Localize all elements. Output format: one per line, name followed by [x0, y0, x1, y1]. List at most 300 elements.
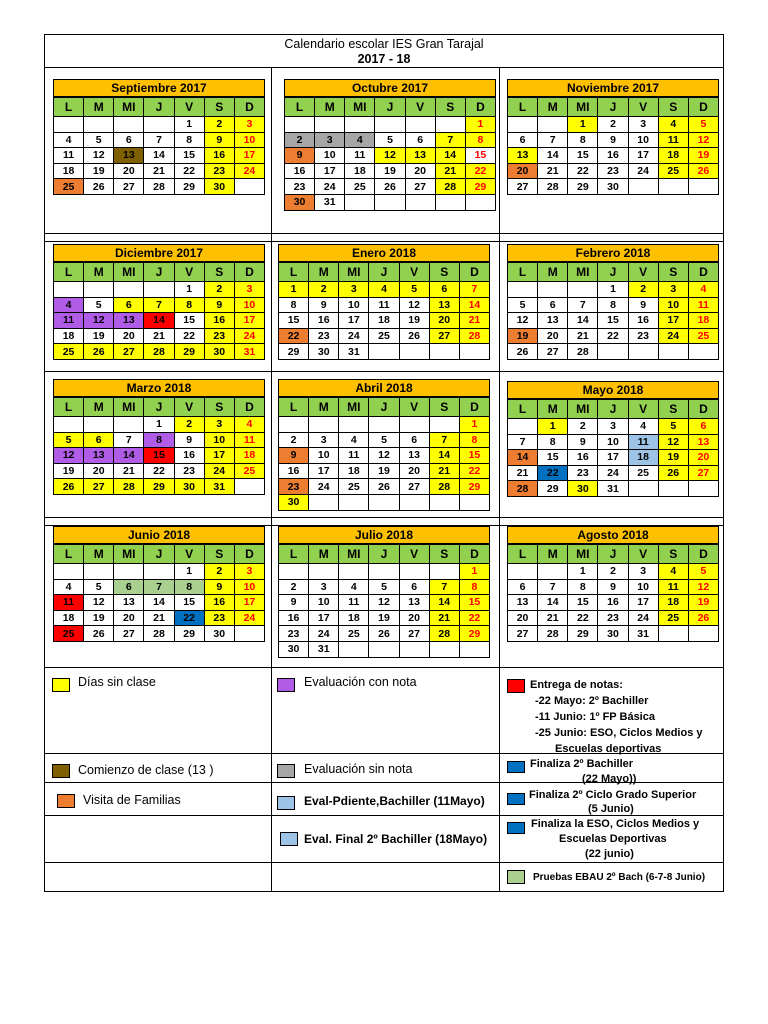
- empty-cell: [345, 117, 375, 133]
- empty-cell: [508, 117, 538, 133]
- month-grid: [278, 262, 490, 360]
- day-cell: 28: [144, 344, 174, 360]
- weekday-header: MI: [568, 98, 598, 117]
- day-cell: 13: [114, 595, 144, 611]
- grid-line: [499, 67, 500, 892]
- month-grid: [278, 544, 490, 658]
- day-cell: 23: [628, 328, 658, 344]
- day-cell: 26: [84, 626, 114, 642]
- day-cell: 26: [399, 328, 429, 344]
- day-cell: 22: [144, 463, 174, 479]
- empty-cell: [369, 417, 399, 433]
- day-cell: 25: [54, 344, 84, 360]
- day-cell: 13: [429, 297, 459, 313]
- month-header: Agosto 2018: [507, 526, 719, 544]
- day-cell: 22: [174, 163, 204, 179]
- legend-swatch-finish-eso: [507, 822, 525, 834]
- day-cell: 29: [568, 626, 598, 642]
- day-cell: 15: [459, 595, 489, 611]
- legend-swatch-ebau: [507, 870, 525, 884]
- day-cell: 4: [369, 282, 399, 298]
- day-cell: 22: [538, 465, 568, 481]
- day-cell: 23: [174, 463, 204, 479]
- day-cell: 6: [508, 579, 538, 595]
- empty-cell: [538, 282, 568, 298]
- empty-cell: [114, 564, 144, 580]
- legend-finish-eso-line-1: Finaliza la ESO, Ciclos Medios y: [531, 818, 700, 830]
- day-cell: 30: [309, 344, 339, 360]
- day-cell: 9: [598, 579, 628, 595]
- month-october-2017: [284, 79, 496, 211]
- month-september-2017: [53, 79, 265, 195]
- legend-swatch-eval-pending: [277, 796, 295, 810]
- day-cell: 7: [435, 132, 465, 148]
- weekday-header: V: [628, 263, 658, 282]
- weekday-header: S: [429, 398, 459, 417]
- day-cell: 28: [144, 626, 174, 642]
- legend-swatch-eval-grade: [277, 678, 295, 692]
- day-cell: 22: [174, 328, 204, 344]
- legend-finish-eso-line-3: (22 junio): [585, 848, 634, 860]
- month-header: Noviembre 2017: [507, 79, 719, 97]
- day-cell: 10: [339, 297, 369, 313]
- day-cell: 4: [54, 297, 84, 313]
- weekday-header: M: [84, 545, 114, 564]
- day-cell: 13: [508, 595, 538, 611]
- day-cell: 4: [339, 579, 369, 595]
- day-cell: 27: [114, 179, 144, 195]
- empty-cell: [285, 117, 315, 133]
- empty-cell: [375, 194, 405, 210]
- day-cell: 14: [459, 297, 489, 313]
- day-cell: 25: [628, 465, 658, 481]
- day-cell: 23: [309, 328, 339, 344]
- weekday-header: J: [144, 263, 174, 282]
- weekday-header: L: [285, 98, 315, 117]
- empty-cell: [114, 282, 144, 298]
- day-cell: 18: [54, 163, 84, 179]
- legend-finish-eso-line-2: Escuelas Deportivas: [559, 833, 667, 845]
- day-cell: 21: [459, 313, 489, 329]
- day-cell: 10: [309, 595, 339, 611]
- day-cell: 18: [658, 148, 688, 164]
- weekday-header: D: [688, 98, 718, 117]
- day-cell: 15: [144, 448, 174, 464]
- empty-cell: [688, 626, 718, 642]
- weekday-header: J: [598, 263, 628, 282]
- day-cell: 31: [598, 481, 628, 497]
- day-cell: 6: [429, 282, 459, 298]
- day-cell: 9: [204, 579, 234, 595]
- legend-swatch-eval-final: [280, 832, 298, 846]
- empty-cell: [405, 194, 435, 210]
- weekday-header: S: [658, 545, 688, 564]
- day-cell: 30: [204, 626, 234, 642]
- weekday-header: D: [688, 263, 718, 282]
- empty-cell: [234, 479, 264, 495]
- empty-cell: [658, 179, 688, 195]
- day-cell: 2: [309, 282, 339, 298]
- month-header: Diciembre 2017: [53, 244, 265, 262]
- day-cell: 13: [688, 434, 718, 450]
- day-cell: 12: [688, 132, 718, 148]
- weekday-header: V: [174, 98, 204, 117]
- day-cell: 3: [315, 132, 345, 148]
- day-cell: 28: [538, 626, 568, 642]
- day-cell: 19: [375, 163, 405, 179]
- day-cell: 31: [309, 641, 339, 657]
- day-cell: 8: [459, 579, 489, 595]
- day-cell: 25: [339, 479, 369, 495]
- day-cell: 15: [538, 450, 568, 466]
- legend-finish-cycle-line-2: (5 Junio): [588, 803, 634, 815]
- day-cell: 17: [628, 148, 658, 164]
- weekday-header: D: [459, 398, 489, 417]
- day-cell: 7: [144, 297, 174, 313]
- day-cell: 6: [114, 579, 144, 595]
- day-cell: 4: [234, 417, 264, 433]
- day-cell: 25: [345, 179, 375, 195]
- weekday-header: J: [369, 398, 399, 417]
- day-cell: 27: [508, 626, 538, 642]
- day-cell: 3: [234, 117, 264, 133]
- day-cell: 26: [369, 479, 399, 495]
- day-cell: 8: [538, 434, 568, 450]
- day-cell: 27: [114, 344, 144, 360]
- day-cell: 22: [279, 328, 309, 344]
- day-cell: 29: [174, 344, 204, 360]
- legend-swatch-class-start: [52, 764, 70, 778]
- day-cell: 12: [84, 148, 114, 164]
- month-header: Febrero 2018: [507, 244, 719, 262]
- day-cell: 26: [688, 163, 718, 179]
- weekday-header: MI: [114, 545, 144, 564]
- day-cell: 14: [144, 148, 174, 164]
- day-cell: 17: [598, 450, 628, 466]
- day-cell: 23: [279, 626, 309, 642]
- day-cell: 19: [658, 450, 688, 466]
- day-cell: 19: [508, 328, 538, 344]
- empty-cell: [435, 194, 465, 210]
- weekday-header: S: [429, 545, 459, 564]
- empty-cell: [54, 117, 84, 133]
- month-header: Marzo 2018: [53, 379, 265, 397]
- calendar-title: [45, 37, 723, 67]
- day-cell: 7: [459, 282, 489, 298]
- day-cell: 30: [279, 494, 309, 510]
- day-cell: 16: [628, 313, 658, 329]
- day-cell: 2: [568, 419, 598, 435]
- day-cell: 15: [568, 595, 598, 611]
- empty-cell: [628, 481, 658, 497]
- weekday-header: V: [399, 398, 429, 417]
- day-cell: 30: [204, 344, 234, 360]
- day-cell: 11: [234, 432, 264, 448]
- day-cell: 21: [435, 163, 465, 179]
- weekday-header: S: [658, 98, 688, 117]
- day-cell: 15: [174, 148, 204, 164]
- day-cell: 5: [369, 432, 399, 448]
- day-cell: 26: [658, 465, 688, 481]
- month-july-2018: [278, 526, 490, 658]
- day-cell: 1: [174, 117, 204, 133]
- grid-line: [271, 67, 272, 892]
- day-cell: 25: [658, 163, 688, 179]
- weekday-header: MI: [339, 263, 369, 282]
- grid-line: [45, 517, 723, 518]
- day-cell: 24: [628, 610, 658, 626]
- day-cell: 3: [628, 564, 658, 580]
- day-cell: 25: [54, 179, 84, 195]
- empty-cell: [345, 194, 375, 210]
- day-cell: 17: [315, 163, 345, 179]
- legend-ebau-label: Pruebas EBAU 2º Bach (6-7-8 Junio): [533, 872, 706, 883]
- weekday-header: M: [309, 263, 339, 282]
- day-cell: 10: [628, 132, 658, 148]
- legend-grades-line-3: -25 Junio: ESO, Ciclos Medios y: [535, 727, 703, 739]
- empty-cell: [429, 564, 459, 580]
- day-cell: 2: [204, 117, 234, 133]
- day-cell: 4: [345, 132, 375, 148]
- day-cell: 11: [658, 579, 688, 595]
- day-cell: 16: [279, 610, 309, 626]
- day-cell: 15: [174, 313, 204, 329]
- weekday-header: L: [54, 98, 84, 117]
- day-cell: 18: [54, 328, 84, 344]
- day-cell: 16: [598, 595, 628, 611]
- day-cell: 10: [234, 297, 264, 313]
- empty-cell: [315, 117, 345, 133]
- day-cell: 22: [459, 610, 489, 626]
- weekday-header: M: [538, 98, 568, 117]
- day-cell: 15: [598, 313, 628, 329]
- day-cell: 12: [399, 297, 429, 313]
- day-cell: 29: [174, 179, 204, 195]
- weekday-header: D: [459, 545, 489, 564]
- day-cell: 30: [279, 641, 309, 657]
- day-cell: 14: [429, 448, 459, 464]
- day-cell: 23: [598, 610, 628, 626]
- day-cell: 20: [405, 163, 435, 179]
- day-cell: 19: [688, 148, 718, 164]
- day-cell: 21: [144, 328, 174, 344]
- day-cell: 22: [568, 610, 598, 626]
- day-cell: 18: [628, 450, 658, 466]
- empty-cell: [658, 626, 688, 642]
- day-cell: 1: [598, 282, 628, 298]
- empty-cell: [429, 641, 459, 657]
- day-cell: 5: [688, 117, 718, 133]
- day-cell: 4: [658, 117, 688, 133]
- day-cell: 29: [144, 479, 174, 495]
- legend-grades-line-2: -11 Junio: 1º FP Básica: [535, 711, 655, 723]
- legend-grades-line-4: Escuelas deportivas: [555, 743, 662, 755]
- day-cell: 26: [375, 179, 405, 195]
- day-cell: 21: [144, 163, 174, 179]
- day-cell: 11: [339, 448, 369, 464]
- day-cell: 1: [144, 417, 174, 433]
- title-line-1: Calendario escolar IES Gran Tarajal: [284, 37, 484, 51]
- day-cell: 7: [144, 132, 174, 148]
- day-cell: 6: [114, 297, 144, 313]
- empty-cell: [658, 481, 688, 497]
- empty-cell: [508, 564, 538, 580]
- month-grid: [278, 397, 490, 511]
- day-cell: 26: [54, 479, 84, 495]
- weekday-header: MI: [114, 263, 144, 282]
- day-cell: 15: [459, 448, 489, 464]
- month-grid: [53, 544, 265, 642]
- day-cell: 25: [688, 328, 718, 344]
- day-cell: 29: [459, 479, 489, 495]
- day-cell: 21: [538, 163, 568, 179]
- weekday-header: L: [508, 98, 538, 117]
- day-cell: 14: [144, 313, 174, 329]
- month-header: Enero 2018: [278, 244, 490, 262]
- day-cell: 8: [174, 579, 204, 595]
- legend-family-visit-label: Visita de Familias: [83, 793, 181, 807]
- empty-cell: [598, 344, 628, 360]
- day-cell: 7: [144, 579, 174, 595]
- day-cell: 16: [285, 163, 315, 179]
- month-grid: [284, 97, 496, 211]
- day-cell: 20: [538, 328, 568, 344]
- weekday-header: L: [279, 398, 309, 417]
- weekday-header: V: [174, 263, 204, 282]
- day-cell: 10: [234, 132, 264, 148]
- day-cell: 14: [568, 313, 598, 329]
- day-cell: 6: [538, 297, 568, 313]
- legend-grades-title: Entrega de notas:: [530, 679, 623, 691]
- day-cell: 1: [568, 117, 598, 133]
- weekday-header: MI: [345, 98, 375, 117]
- day-cell: 12: [54, 448, 84, 464]
- legend-swatch-finish-cycle: [507, 793, 525, 805]
- day-cell: 5: [84, 132, 114, 148]
- weekday-header: MI: [114, 98, 144, 117]
- legend-swatch-no-class: [52, 678, 70, 692]
- day-cell: 10: [658, 297, 688, 313]
- day-cell: 16: [279, 463, 309, 479]
- empty-cell: [628, 344, 658, 360]
- day-cell: 16: [598, 148, 628, 164]
- day-cell: 8: [568, 132, 598, 148]
- empty-cell: [375, 117, 405, 133]
- day-cell: 3: [309, 432, 339, 448]
- day-cell: 23: [598, 163, 628, 179]
- day-cell: 6: [688, 419, 718, 435]
- month-header: Abril 2018: [278, 379, 490, 397]
- day-cell: 27: [114, 626, 144, 642]
- day-cell: 22: [568, 163, 598, 179]
- month-february-2018: [507, 244, 719, 360]
- empty-cell: [688, 344, 718, 360]
- day-cell: 17: [658, 313, 688, 329]
- day-cell: 16: [204, 148, 234, 164]
- day-cell: 28: [568, 344, 598, 360]
- month-january-2018: [278, 244, 490, 360]
- day-cell: 3: [234, 282, 264, 298]
- weekday-header: D: [688, 545, 718, 564]
- day-cell: 27: [429, 328, 459, 344]
- day-cell: 17: [234, 148, 264, 164]
- legend-finish-bach-line-1: Finaliza 2º Bachiller: [530, 758, 634, 770]
- day-cell: 11: [54, 313, 84, 329]
- day-cell: 10: [315, 148, 345, 164]
- empty-cell: [339, 564, 369, 580]
- month-grid: [507, 97, 719, 195]
- day-cell: 27: [84, 479, 114, 495]
- empty-cell: [369, 344, 399, 360]
- day-cell: 6: [399, 579, 429, 595]
- day-cell: 8: [598, 297, 628, 313]
- weekday-header: V: [628, 98, 658, 117]
- empty-cell: [459, 494, 489, 510]
- empty-cell: [114, 417, 144, 433]
- weekday-header: J: [144, 398, 174, 417]
- day-cell: 30: [598, 179, 628, 195]
- day-cell: 26: [688, 610, 718, 626]
- day-cell: 18: [345, 163, 375, 179]
- month-march-2018: [53, 379, 265, 495]
- day-cell: 18: [369, 313, 399, 329]
- day-cell: 5: [54, 432, 84, 448]
- day-cell: 5: [369, 579, 399, 595]
- weekday-header: V: [628, 545, 658, 564]
- day-cell: 28: [114, 479, 144, 495]
- empty-cell: [508, 282, 538, 298]
- empty-cell: [568, 282, 598, 298]
- month-november-2017: [507, 79, 719, 195]
- day-cell: 6: [399, 432, 429, 448]
- grid-line: [45, 241, 723, 242]
- empty-cell: [84, 564, 114, 580]
- day-cell: 20: [114, 610, 144, 626]
- day-cell: 31: [204, 479, 234, 495]
- day-cell: 11: [369, 297, 399, 313]
- day-cell: 20: [399, 463, 429, 479]
- day-cell: 26: [84, 179, 114, 195]
- weekday-header: V: [399, 263, 429, 282]
- day-cell: 31: [628, 626, 658, 642]
- empty-cell: [688, 481, 718, 497]
- weekday-header: V: [174, 398, 204, 417]
- day-cell: 23: [204, 610, 234, 626]
- day-cell: 2: [598, 564, 628, 580]
- grid-line: [45, 862, 723, 863]
- day-cell: 9: [204, 132, 234, 148]
- legend-eval-final-label: Eval. Final 2º Bachiller (18Mayo): [304, 832, 488, 846]
- day-cell: 8: [459, 432, 489, 448]
- grid-line: [45, 233, 723, 234]
- weekday-header: L: [279, 545, 309, 564]
- day-cell: 2: [174, 417, 204, 433]
- day-cell: 13: [405, 148, 435, 164]
- weekday-header: L: [508, 545, 538, 564]
- day-cell: 9: [598, 132, 628, 148]
- day-cell: 1: [459, 417, 489, 433]
- day-cell: 24: [339, 328, 369, 344]
- day-cell: 23: [279, 479, 309, 495]
- day-cell: 19: [369, 463, 399, 479]
- empty-cell: [459, 641, 489, 657]
- day-cell: 10: [309, 448, 339, 464]
- day-cell: 26: [369, 626, 399, 642]
- day-cell: 19: [688, 595, 718, 611]
- day-cell: 21: [429, 610, 459, 626]
- day-cell: 4: [54, 579, 84, 595]
- day-cell: 15: [174, 595, 204, 611]
